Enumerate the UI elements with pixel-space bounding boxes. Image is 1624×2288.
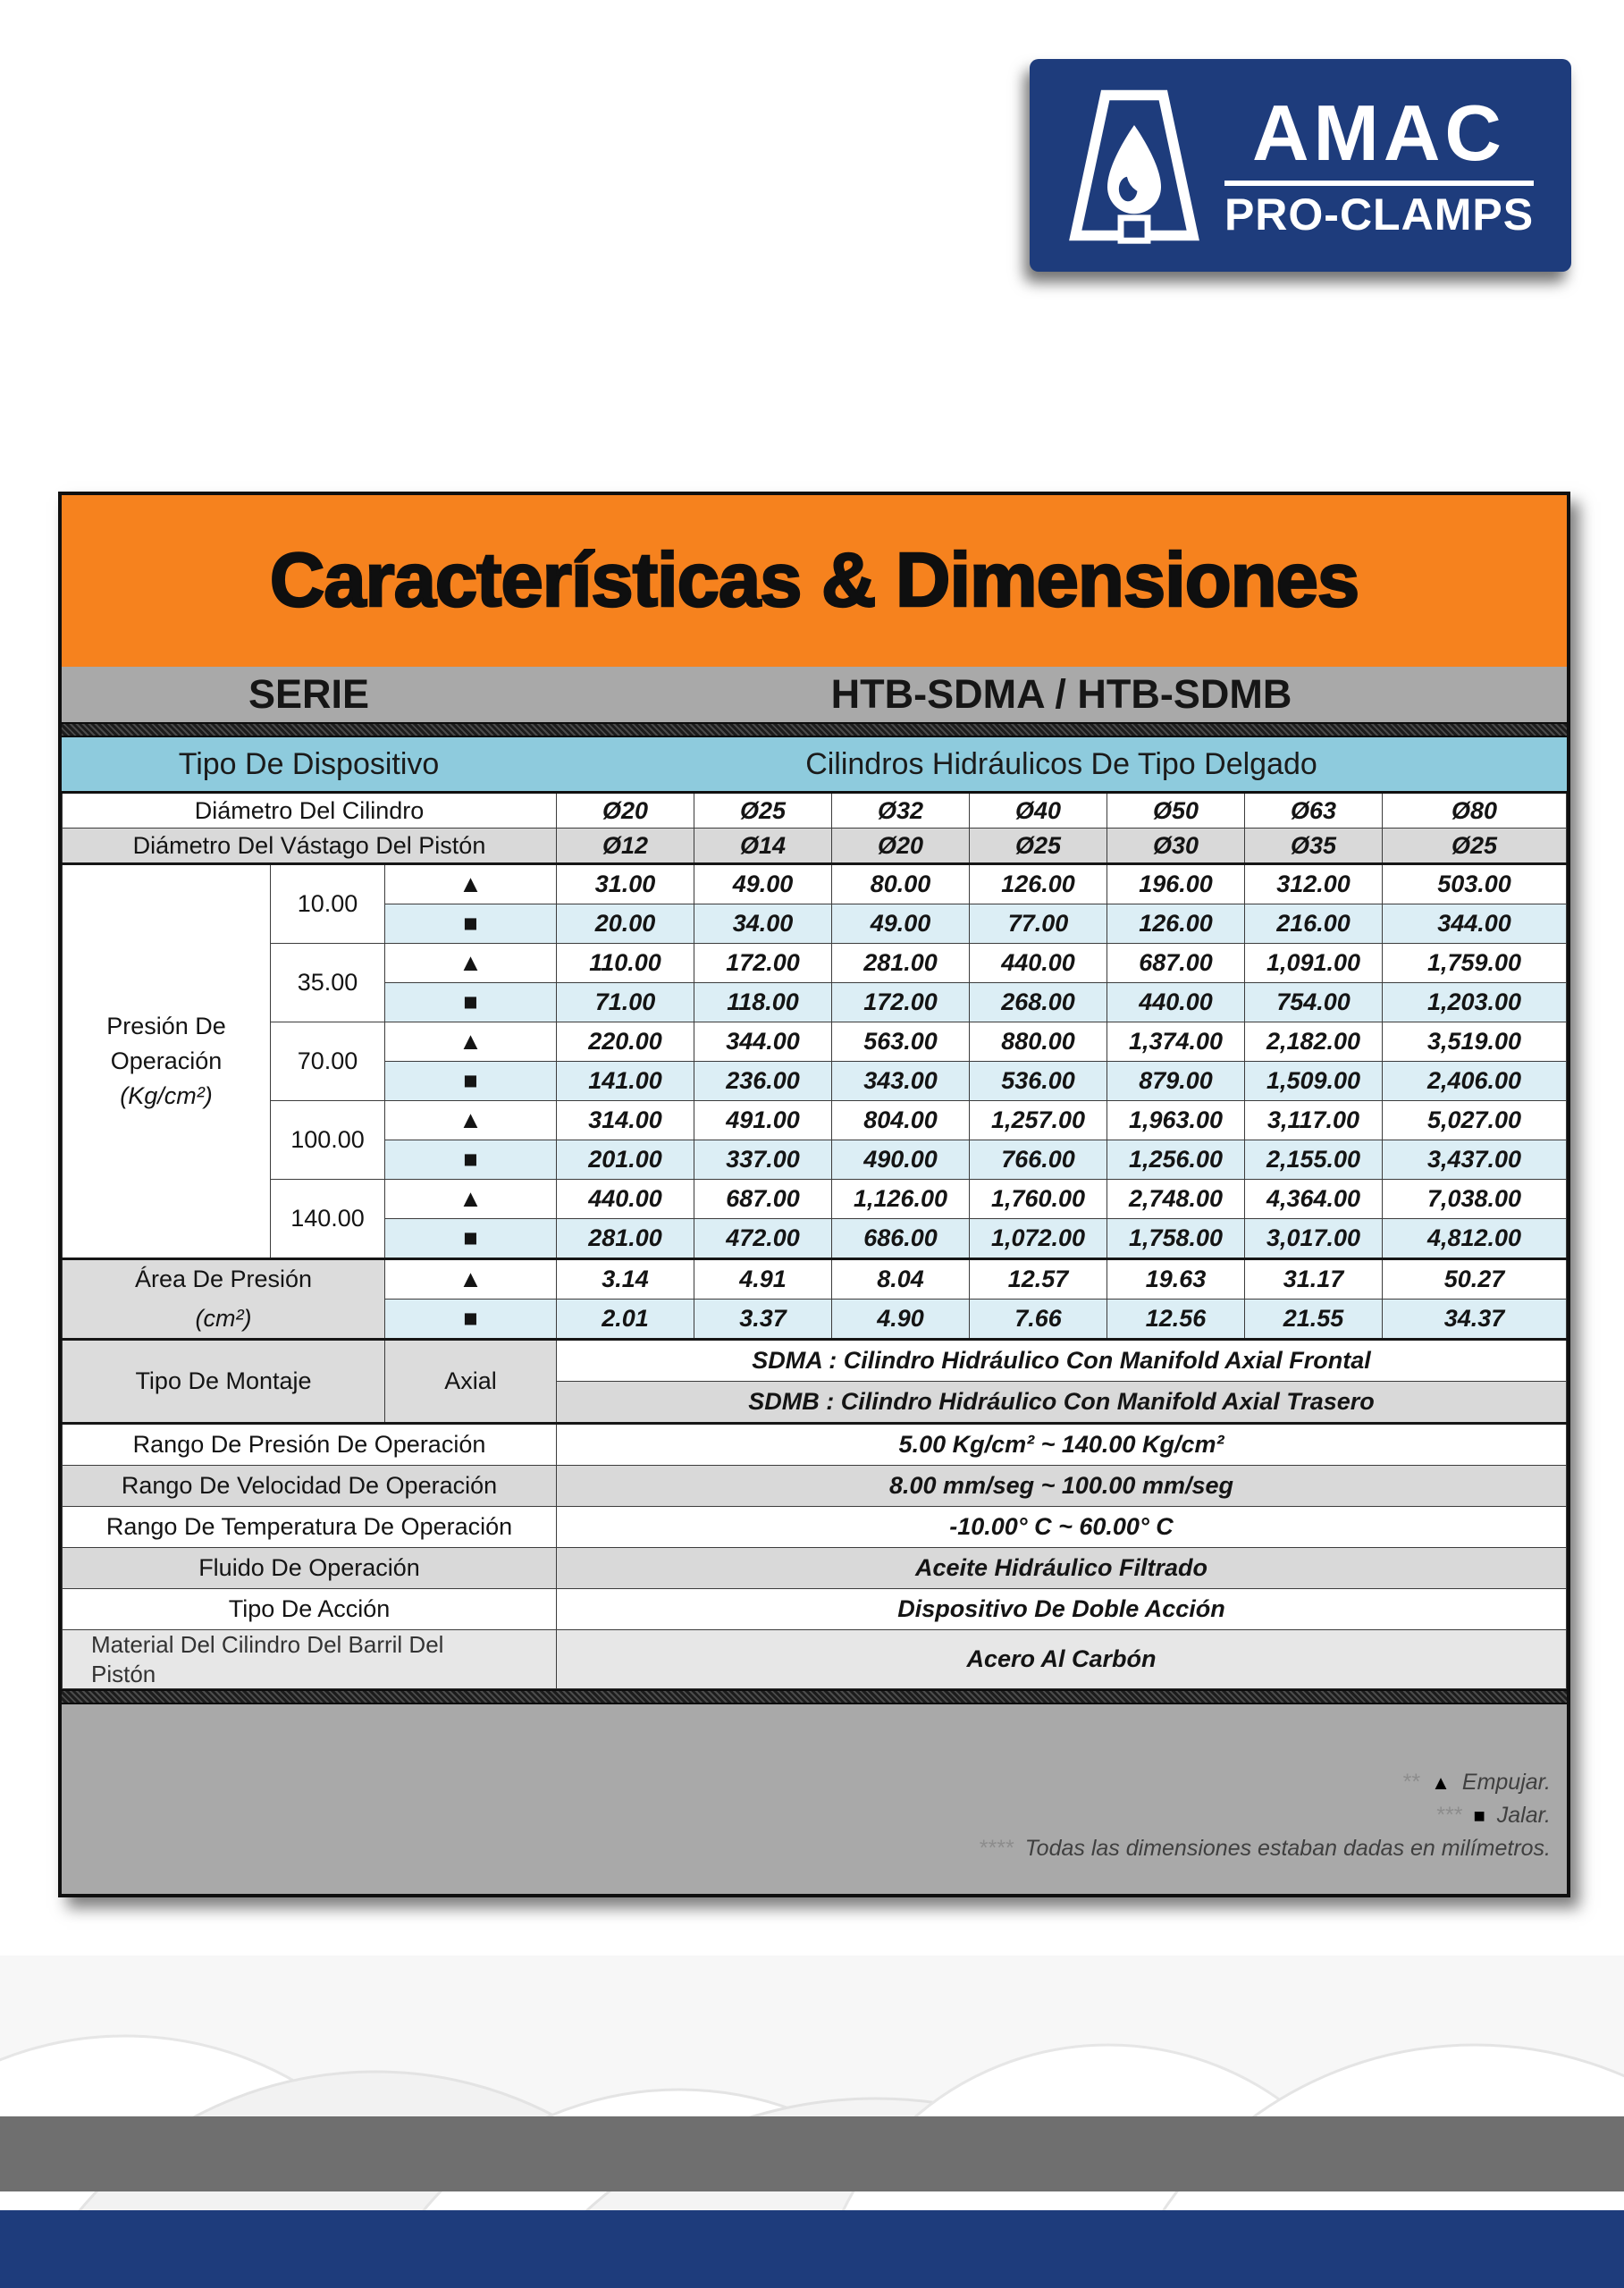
amac-a-droplet-icon xyxy=(1067,83,1201,248)
pull-square-icon: ■ xyxy=(385,1062,557,1101)
cylinder-diameter-row: Diámetro Del Cilindro Ø20 Ø25 Ø32 Ø40 Ø50 Ø63 Ø80 xyxy=(63,793,1567,829)
amac-logo xyxy=(1030,59,1571,272)
info-row-action-type: Tipo De Acción Dispositivo De Doble Acción xyxy=(63,1589,1567,1630)
pull-square-icon: ■ xyxy=(385,904,557,944)
footnote-push: ** ▲ Empujar. xyxy=(1401,1770,1551,1795)
pressure-section-label: Presión De Operación (Kg/cm²) xyxy=(63,864,271,1259)
mount-type-label: Tipo De Montaje xyxy=(63,1340,385,1424)
footnote-dimensions: **** Todas las dimensiones estaban dadas en milímetros. xyxy=(978,1836,1551,1861)
info-row-material: Material Del Cilindro Del Barril Del Pistón Acero Al Carbón xyxy=(63,1630,1567,1689)
pressure-value-70: 70.00 xyxy=(271,1022,385,1101)
pressure-pull-row-70: ■ 141.00 236.00 343.00 536.00 879.00 1,509.00 2,406.00 xyxy=(63,1062,1567,1101)
spec-table xyxy=(62,791,1567,1689)
pressure-value-100: 100.00 xyxy=(271,1101,385,1180)
logo-divider xyxy=(1224,181,1534,186)
push-triangle-icon: ▲ xyxy=(385,1022,557,1062)
mount-sdmb-description: SDMB : Cilindro Hidráulico Con Manifold Axial Trasero xyxy=(557,1382,1567,1424)
area-pull-row: ■ 2.01 3.37 4.90 7.66 12.56 21.55 34.37 xyxy=(63,1300,1567,1340)
pull-square-icon: ■ xyxy=(385,1219,557,1259)
rod-diameter-row: Diámetro Del Vástago Del Pistón Ø12 Ø14 Ø20 Ø25 Ø30 Ø35 Ø25 xyxy=(63,829,1567,864)
logo-brand-name: AMAC xyxy=(1252,88,1506,177)
sheet-footer xyxy=(62,1704,1567,1894)
device-type-bar xyxy=(62,737,1567,791)
pressure-value-140: 140.00 xyxy=(271,1180,385,1259)
push-triangle-icon: ▲ xyxy=(385,1101,557,1140)
pressure-push-row-70: 70.00 ▲ 220.00 344.00 563.00 880.00 1,374.00 2,182.00 3,519.00 xyxy=(63,1022,1567,1062)
device-type-label: Tipo De Dispositivo xyxy=(178,746,440,781)
mount-type-row-sdma xyxy=(63,1340,1567,1382)
page-title: Características & Dimensiones xyxy=(62,495,1567,667)
pull-square-icon: ■ xyxy=(385,1300,557,1340)
info-row-speed-range: Rango De Velocidad De Operación 8.00 mm/seg ~ 100.00 mm/seg xyxy=(63,1466,1567,1507)
pressure-push-row-35: 35.00 ▲ 110.00 172.00 281.00 440.00 687.00 1,091.00 1,759.00 xyxy=(63,944,1567,983)
footer-gray-band xyxy=(0,2116,1624,2191)
footnote-pull: *** ■ Jalar. xyxy=(1435,1803,1551,1828)
logo-text xyxy=(1224,88,1535,240)
serie-label: SERIE xyxy=(248,671,370,717)
area-section-label: Área De Presión (cm²) xyxy=(63,1259,385,1340)
push-triangle-icon: ▲ xyxy=(385,1180,557,1219)
pressure-value-35: 35.00 xyxy=(271,944,385,1022)
pressure-push-row-100: 100.00 ▲ 314.00 491.00 804.00 1,257.00 1,963.00 3,117.00 5,027.00 xyxy=(63,1101,1567,1140)
device-type-value: Cilindros Hidráulicos De Tipo Delgado xyxy=(805,746,1317,781)
mount-sdma-description: SDMA : Cilindro Hidráulico Con Manifold Axial Frontal xyxy=(557,1340,1567,1382)
footer-blue-band xyxy=(0,2210,1624,2288)
pull-square-icon: ■ xyxy=(1473,1804,1485,1827)
separator-band xyxy=(62,1689,1567,1704)
datasheet xyxy=(58,492,1570,1897)
pressure-push-row-140: 140.00 ▲ 440.00 687.00 1,126.00 1,760.00 2,748.00 4,364.00 7,038.00 xyxy=(63,1180,1567,1219)
separator-band xyxy=(62,722,1567,737)
rod-diameter-label: Diámetro Del Vástago Del Pistón xyxy=(63,829,557,864)
push-triangle-icon: ▲ xyxy=(385,1259,557,1300)
info-row-temperature-range: Rango De Temperatura De Operación -10.00° C ~ 60.00° C xyxy=(63,1507,1567,1548)
footnotes xyxy=(979,1770,1551,1862)
pressure-value-10: 10.00 xyxy=(271,864,385,944)
serie-value: HTB-SDMA / HTB-SDMB xyxy=(830,671,1292,717)
area-push-row: Área De Presión (cm²) ▲ 3.14 4.91 8.04 12.57 19.63 31.17 50.27 xyxy=(63,1259,1567,1300)
info-row-fluid: Fluido De Operación Aceite Hidráulico Filtrado xyxy=(63,1548,1567,1589)
cylinder-diameter-label: Diámetro Del Cilindro xyxy=(63,793,557,829)
pressure-push-row-10: Presión De Operación (Kg/cm²) 10.00 ▲ 31.00 49.00 80.00 126.00 196.00 312.00 503.00 xyxy=(63,864,1567,904)
pressure-pull-row-35: ■ 71.00 118.00 172.00 268.00 440.00 754.00 1,203.00 xyxy=(63,983,1567,1022)
push-triangle-icon: ▲ xyxy=(1431,1771,1451,1794)
pull-square-icon: ■ xyxy=(385,983,557,1022)
pull-square-icon: ■ xyxy=(385,1140,557,1180)
serie-bar xyxy=(62,667,1567,722)
pressure-pull-row-100: ■ 201.00 337.00 490.00 766.00 1,256.00 2,155.00 3,437.00 xyxy=(63,1140,1567,1180)
mount-mode: Axial xyxy=(385,1340,557,1424)
info-row-pressure-range: Rango De Presión De Operación 5.00 Kg/cm² ~ 140.00 Kg/cm² xyxy=(63,1424,1567,1466)
pressure-pull-row-140: ■ 281.00 472.00 686.00 1,072.00 1,758.00 3,017.00 4,812.00 xyxy=(63,1219,1567,1259)
logo-sub-name: PRO-CLAMPS xyxy=(1224,189,1535,240)
push-triangle-icon: ▲ xyxy=(385,864,557,904)
pressure-pull-row-10: ■ 20.00 34.00 49.00 77.00 126.00 216.00 344.00 xyxy=(63,904,1567,944)
push-triangle-icon: ▲ xyxy=(385,944,557,983)
